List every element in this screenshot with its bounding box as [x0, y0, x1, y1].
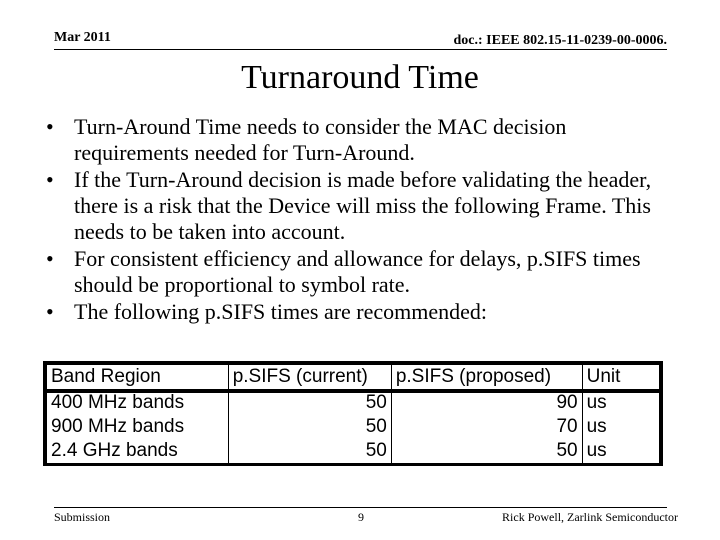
header-doc-id: doc.: IEEE 802.15-11-0239-00-0006.	[453, 33, 667, 48]
unit-cell: us	[582, 439, 659, 463]
bullet-item	[46, 114, 686, 166]
column-header-unit: Unit	[582, 365, 659, 391]
footer-submission: Submission	[54, 510, 111, 524]
bullet-icon: •	[46, 114, 54, 139]
unit-cell: us	[582, 415, 659, 439]
bullet-item	[46, 299, 686, 325]
bullet-text: Turn-Around Time needs to consider the MAC decision requirements needed for Turn-Around.	[74, 114, 567, 165]
column-header-band-region: Band Region	[47, 365, 229, 391]
bullet-item	[46, 167, 686, 245]
bullet-item	[46, 246, 686, 298]
page-number: 9	[358, 510, 364, 524]
bullet-list	[46, 114, 686, 326]
column-header-psifs-current: p.SIFS (current)	[228, 365, 391, 391]
table-header-row	[47, 365, 660, 391]
bullet-text: For consistent efficiency and allowance for delays, p.SIFS times should be proportional to symbol rate.	[74, 246, 641, 297]
column-header-psifs-proposed: p.SIFS (proposed)	[391, 365, 582, 391]
psifs-proposed-cell: 90	[391, 390, 582, 415]
psifs-current-cell: 50	[228, 415, 391, 439]
psifs-current-cell: 50	[228, 439, 391, 463]
bullet-text: If the Turn-Around decision is made before validating the header, there is a risk that the Device will miss the following Frame. This needs to be taken into account.	[74, 167, 652, 244]
psifs-table	[46, 364, 660, 463]
band-region-cell: 2.4 GHz bands	[47, 439, 229, 463]
header-divider	[54, 49, 667, 50]
slide-title: Turnaround Time	[241, 59, 479, 96]
psifs-current-cell: 50	[228, 390, 391, 415]
band-region-cell: 900 MHz bands	[47, 415, 229, 439]
table-row	[47, 390, 660, 415]
psifs-proposed-cell: 50	[391, 439, 582, 463]
bullet-text: The following p.SIFS times are recommended:	[74, 299, 488, 324]
bullet-icon: •	[46, 167, 54, 192]
bullet-icon: •	[46, 299, 54, 324]
unit-cell: us	[582, 390, 659, 415]
bullet-icon: •	[46, 246, 54, 271]
psifs-proposed-cell: 70	[391, 415, 582, 439]
header-date: Mar 2011	[54, 30, 111, 45]
table-row	[47, 415, 660, 439]
footer-author: Rick Powell, Zarlink Semiconductor	[502, 510, 678, 524]
table-row	[47, 439, 660, 463]
footer-divider	[54, 507, 667, 508]
band-region-cell: 400 MHz bands	[47, 390, 229, 415]
